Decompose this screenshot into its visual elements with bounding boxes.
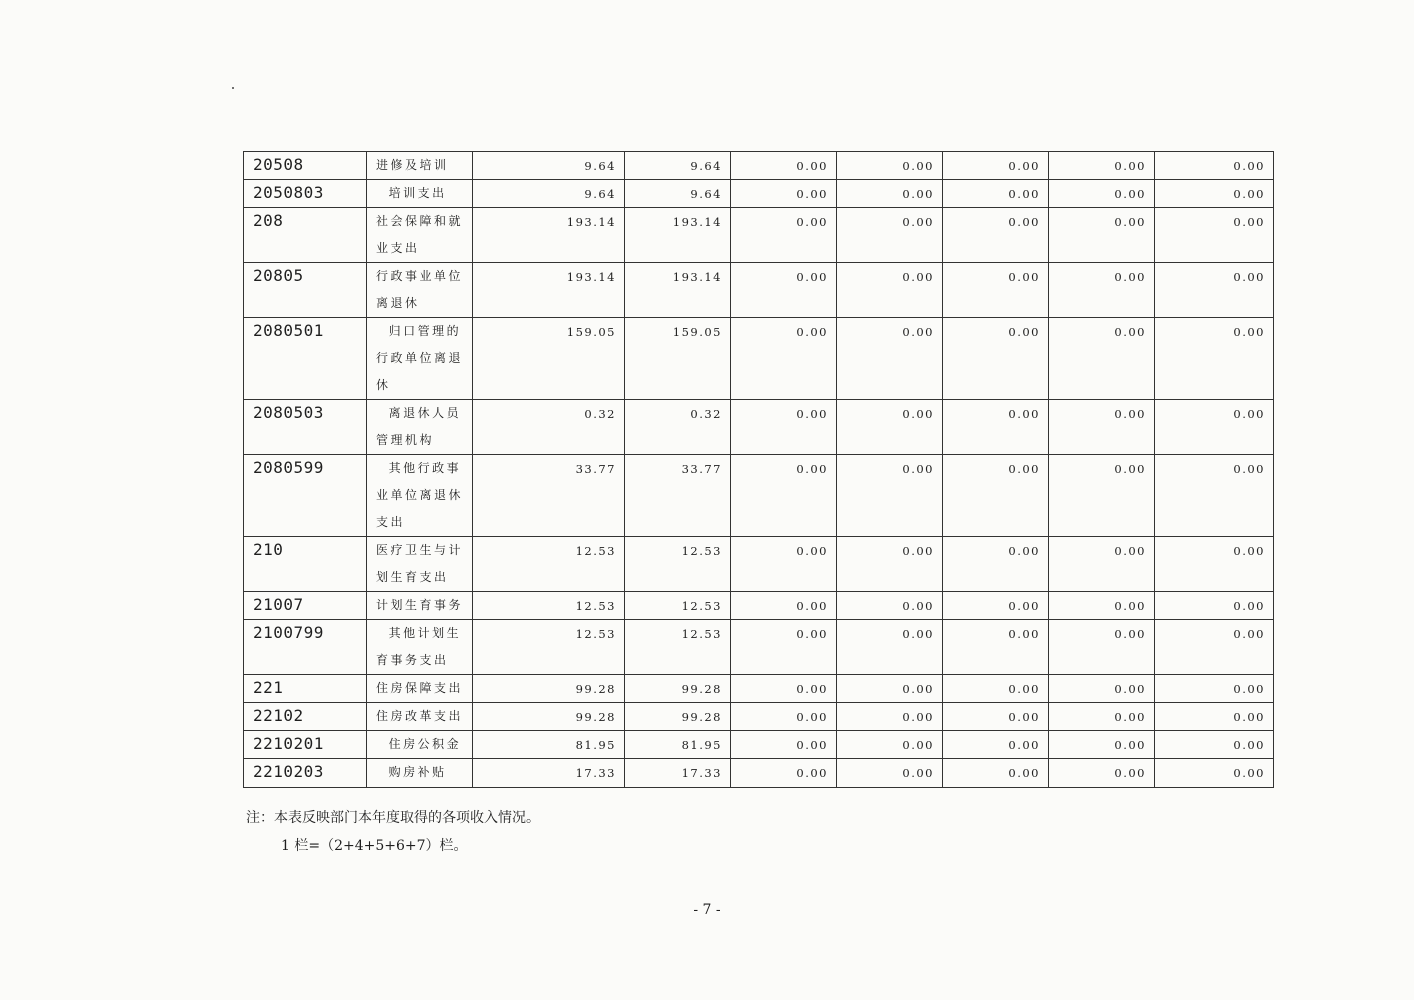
row-value-col-5: 0.00 — [943, 152, 1049, 180]
row-value-col-6: 0.00 — [1049, 620, 1155, 675]
row-value-col-6: 0.00 — [1049, 400, 1155, 455]
row-value-col-2: 193.14 — [625, 208, 731, 263]
row-value-col-1: 193.14 — [473, 263, 625, 318]
table-row — [244, 703, 1274, 731]
row-value-col-3: 0.00 — [731, 537, 837, 592]
row-value-col-2: 0.32 — [625, 400, 731, 455]
row-value-col-4: 0.00 — [837, 263, 943, 318]
table-row — [244, 455, 1274, 537]
row-value-col-7: 0.00 — [1155, 703, 1274, 731]
row-code: 221 — [244, 675, 367, 703]
table-row — [244, 400, 1274, 455]
row-value-col-5: 0.00 — [943, 620, 1049, 675]
row-value-col-5: 0.00 — [943, 675, 1049, 703]
row-value-col-5: 0.00 — [943, 731, 1049, 759]
row-value-col-6: 0.00 — [1049, 180, 1155, 208]
row-value-col-2: 12.53 — [625, 537, 731, 592]
row-value-col-1: 9.64 — [473, 180, 625, 208]
row-value-col-3: 0.00 — [731, 318, 837, 400]
row-value-col-4: 0.00 — [837, 675, 943, 703]
row-value-col-5: 0.00 — [943, 180, 1049, 208]
row-name: 住房公积金 — [367, 731, 473, 759]
table-row — [244, 318, 1274, 400]
income-table — [243, 151, 1274, 788]
row-value-col-1: 193.14 — [473, 208, 625, 263]
row-name: 住房保障支出 — [367, 675, 473, 703]
row-value-col-2: 12.53 — [625, 620, 731, 675]
row-value-col-1: 9.64 — [473, 152, 625, 180]
table-row — [244, 180, 1274, 208]
row-value-col-6: 0.00 — [1049, 675, 1155, 703]
row-value-col-6: 0.00 — [1049, 731, 1155, 759]
row-value-col-7: 0.00 — [1155, 620, 1274, 675]
row-value-col-7: 0.00 — [1155, 318, 1274, 400]
row-value-col-3: 0.00 — [731, 455, 837, 537]
row-name: 其他行政事业单位离退休支出 — [367, 455, 473, 537]
row-value-col-3: 0.00 — [731, 592, 837, 620]
row-value-col-1: 12.53 — [473, 620, 625, 675]
row-name: 离退休人员管理机构 — [367, 400, 473, 455]
scan-speck — [232, 87, 234, 89]
table-row — [244, 620, 1274, 675]
row-value-col-4: 0.00 — [837, 537, 943, 592]
row-value-col-3: 0.00 — [731, 400, 837, 455]
row-value-col-2: 9.64 — [625, 180, 731, 208]
row-value-col-4: 0.00 — [837, 400, 943, 455]
table-note — [246, 804, 540, 860]
row-value-col-2: 193.14 — [625, 263, 731, 318]
row-code: 210 — [244, 537, 367, 592]
row-value-col-4: 0.00 — [837, 592, 943, 620]
row-value-col-3: 0.00 — [731, 759, 837, 788]
row-value-col-1: 0.32 — [473, 400, 625, 455]
table-row — [244, 731, 1274, 759]
row-code: 2050803 — [244, 180, 367, 208]
row-value-col-3: 0.00 — [731, 263, 837, 318]
table-row — [244, 208, 1274, 263]
table-row — [244, 263, 1274, 318]
row-value-col-5: 0.00 — [943, 318, 1049, 400]
row-value-col-3: 0.00 — [731, 731, 837, 759]
row-value-col-1: 81.95 — [473, 731, 625, 759]
row-value-col-7: 0.00 — [1155, 180, 1274, 208]
row-value-col-7: 0.00 — [1155, 455, 1274, 537]
row-value-col-7: 0.00 — [1155, 537, 1274, 592]
row-value-col-6: 0.00 — [1049, 208, 1155, 263]
row-value-col-5: 0.00 — [943, 703, 1049, 731]
row-value-col-2: 33.77 — [625, 455, 731, 537]
row-value-col-6: 0.00 — [1049, 318, 1155, 400]
table-row — [244, 537, 1274, 592]
row-value-col-1: 159.05 — [473, 318, 625, 400]
row-value-col-1: 99.28 — [473, 703, 625, 731]
note-line-2: 1 栏=（2+4+5+6+7）栏。 — [281, 838, 468, 854]
row-name: 行政事业单位离退休 — [367, 263, 473, 318]
row-value-col-6: 0.00 — [1049, 592, 1155, 620]
row-value-col-7: 0.00 — [1155, 759, 1274, 788]
row-value-col-2: 9.64 — [625, 152, 731, 180]
note-line-1: 注：本表反映部门本年度取得的各项收入情况。 — [246, 810, 540, 826]
row-code: 2080599 — [244, 455, 367, 537]
row-value-col-4: 0.00 — [837, 759, 943, 788]
row-value-col-2: 81.95 — [625, 731, 731, 759]
row-value-col-4: 0.00 — [837, 180, 943, 208]
row-value-col-6: 0.00 — [1049, 537, 1155, 592]
row-value-col-5: 0.00 — [943, 455, 1049, 537]
row-value-col-6: 0.00 — [1049, 759, 1155, 788]
row-code: 2210201 — [244, 731, 367, 759]
row-name: 购房补贴 — [367, 759, 473, 788]
row-name: 培训支出 — [367, 180, 473, 208]
row-value-col-6: 0.00 — [1049, 455, 1155, 537]
row-code: 21007 — [244, 592, 367, 620]
row-code: 208 — [244, 208, 367, 263]
row-value-col-1: 12.53 — [473, 537, 625, 592]
row-value-col-5: 0.00 — [943, 400, 1049, 455]
row-value-col-5: 0.00 — [943, 208, 1049, 263]
row-value-col-3: 0.00 — [731, 675, 837, 703]
row-value-col-1: 33.77 — [473, 455, 625, 537]
row-value-col-5: 0.00 — [943, 263, 1049, 318]
row-code: 2080503 — [244, 400, 367, 455]
row-code: 22102 — [244, 703, 367, 731]
row-name: 医疗卫生与计划生育支出 — [367, 537, 473, 592]
row-value-col-2: 99.28 — [625, 703, 731, 731]
row-code: 2080501 — [244, 318, 367, 400]
row-value-col-4: 0.00 — [837, 152, 943, 180]
row-value-col-7: 0.00 — [1155, 263, 1274, 318]
row-value-col-7: 0.00 — [1155, 675, 1274, 703]
row-value-col-7: 0.00 — [1155, 208, 1274, 263]
row-name: 住房改革支出 — [367, 703, 473, 731]
row-name: 进修及培训 — [367, 152, 473, 180]
row-value-col-3: 0.00 — [731, 620, 837, 675]
row-value-col-2: 159.05 — [625, 318, 731, 400]
row-value-col-6: 0.00 — [1049, 152, 1155, 180]
row-value-col-3: 0.00 — [731, 703, 837, 731]
row-code: 20508 — [244, 152, 367, 180]
table-row — [244, 592, 1274, 620]
row-value-col-4: 0.00 — [837, 208, 943, 263]
row-name: 计划生育事务 — [367, 592, 473, 620]
row-value-col-3: 0.00 — [731, 152, 837, 180]
row-value-col-1: 12.53 — [473, 592, 625, 620]
row-name: 社会保障和就业支出 — [367, 208, 473, 263]
row-value-col-2: 17.33 — [625, 759, 731, 788]
row-code: 2210203 — [244, 759, 367, 788]
row-value-col-3: 0.00 — [731, 208, 837, 263]
row-value-col-4: 0.00 — [837, 731, 943, 759]
page-number: - 7 - — [693, 902, 721, 918]
row-value-col-1: 17.33 — [473, 759, 625, 788]
row-value-col-7: 0.00 — [1155, 400, 1274, 455]
row-value-col-5: 0.00 — [943, 537, 1049, 592]
row-value-col-3: 0.00 — [731, 180, 837, 208]
row-value-col-6: 0.00 — [1049, 263, 1155, 318]
table-row — [244, 152, 1274, 180]
row-value-col-6: 0.00 — [1049, 703, 1155, 731]
row-value-col-2: 99.28 — [625, 675, 731, 703]
row-name: 其他计划生育事务支出 — [367, 620, 473, 675]
table-row — [244, 759, 1274, 788]
row-value-col-4: 0.00 — [837, 318, 943, 400]
row-value-col-5: 0.00 — [943, 759, 1049, 788]
row-code: 2100799 — [244, 620, 367, 675]
row-value-col-5: 0.00 — [943, 592, 1049, 620]
row-value-col-7: 0.00 — [1155, 152, 1274, 180]
row-name: 归口管理的行政单位离退休 — [367, 318, 473, 400]
table-row — [244, 675, 1274, 703]
row-code: 20805 — [244, 263, 367, 318]
row-value-col-1: 99.28 — [473, 675, 625, 703]
row-value-col-4: 0.00 — [837, 455, 943, 537]
row-value-col-2: 12.53 — [625, 592, 731, 620]
row-value-col-4: 0.00 — [837, 620, 943, 675]
row-value-col-4: 0.00 — [837, 703, 943, 731]
row-value-col-7: 0.00 — [1155, 731, 1274, 759]
row-value-col-7: 0.00 — [1155, 592, 1274, 620]
